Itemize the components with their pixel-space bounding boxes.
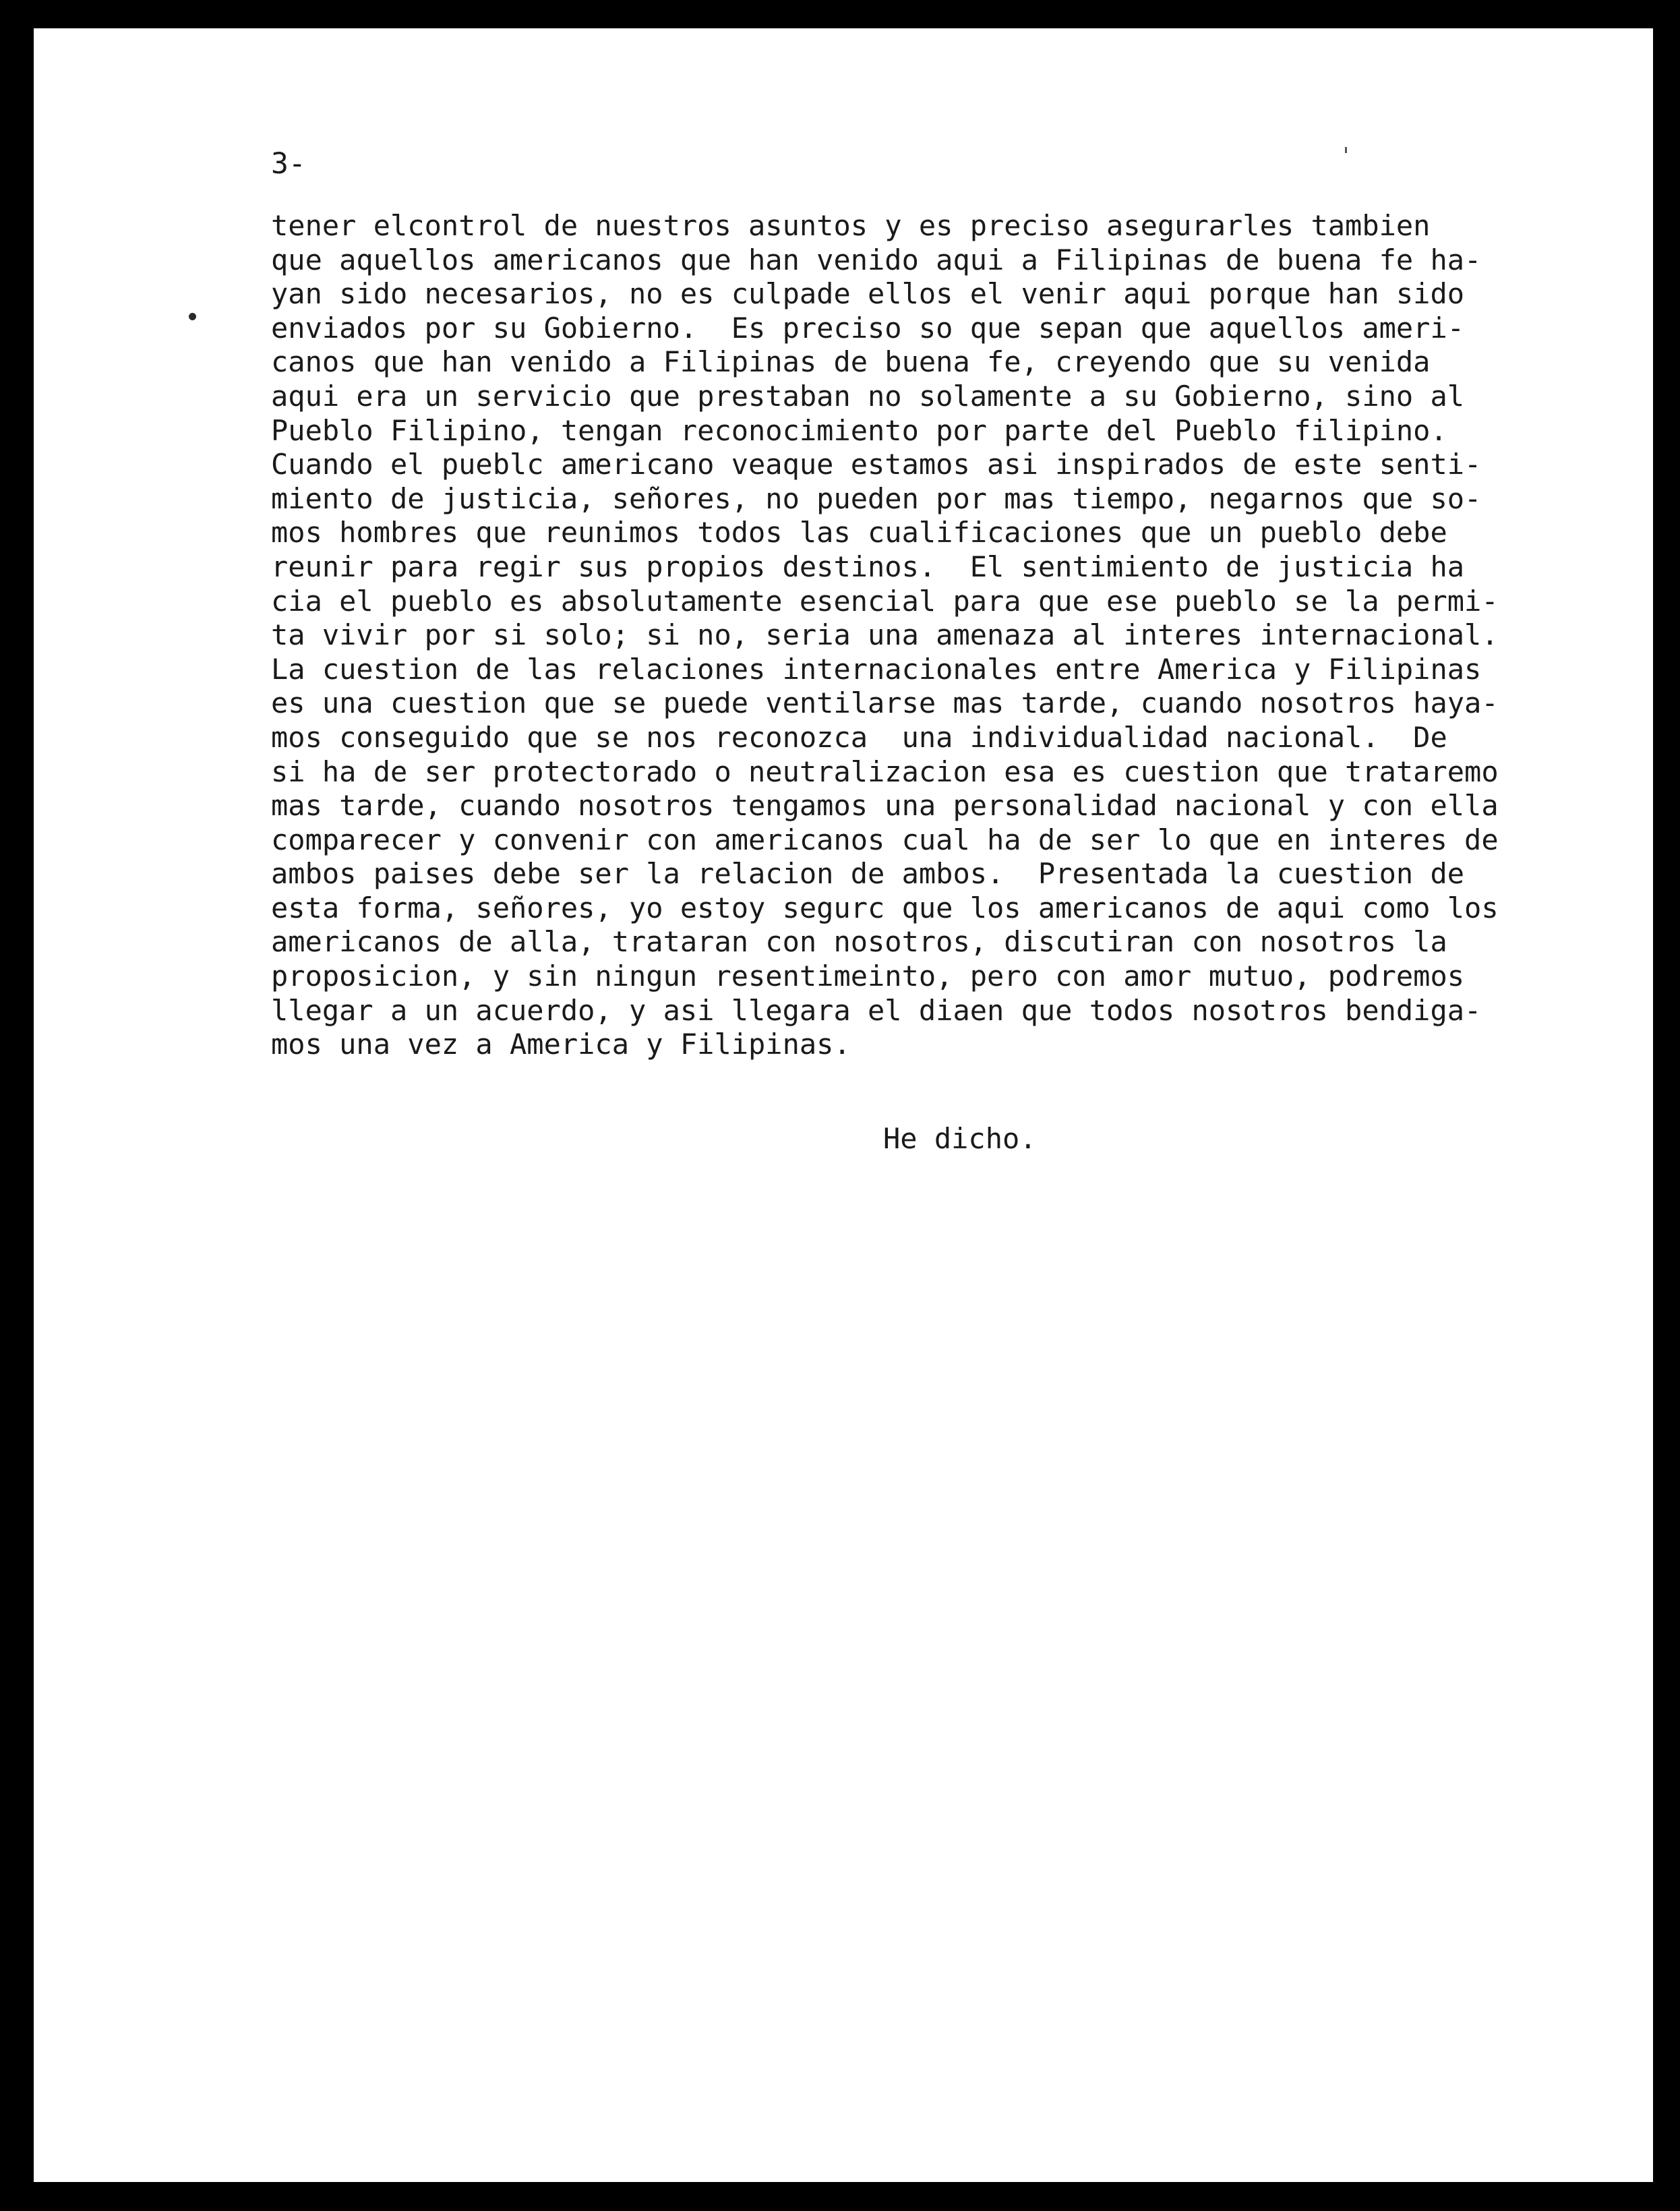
text-line: reunir para regir sus propios destinos. El sentimiento de justicia ha — [271, 550, 1465, 583]
text-line: si ha de ser protectorado o neutralizacion esa es cuestion que trataremo — [271, 755, 1499, 788]
text-line: es una cuestion que se puede ventilarse mas tarde, cuando nosotros haya- — [271, 686, 1499, 720]
document-page — [34, 28, 1653, 2182]
text-line: que aquellos americanos que han venido aqui a Filipinas de buena fe ha- — [271, 243, 1482, 276]
text-line: mos una vez a America y Filipinas. — [271, 1028, 851, 1061]
text-line: aqui era un servicio que prestaban no solamente a su Gobierno, sino al — [271, 379, 1465, 413]
stray-tick-mark — [1345, 147, 1347, 153]
text-line: mos hombres que reunimos todos las cualificaciones que un pueblo debe — [271, 516, 1447, 550]
text-line: canos que han venido a Filipinas de buena fe, creyendo que su venida — [271, 345, 1431, 379]
text-line: cia el pueblo es absolutamente esencial para que ese pueblo se la permi- — [271, 584, 1499, 618]
text-line: enviados por su Gobierno. Es preciso so que sepan que aquellos ameri- — [271, 311, 1465, 345]
closing-signoff: He dicho. — [883, 1122, 1037, 1155]
text-line: La cuestion de las relaciones internacionales entre America y Filipinas — [271, 652, 1482, 686]
page-number: 3- — [271, 147, 306, 181]
text-line: Cuando el pueblc americano veaque estamos asi inspirados de este senti- — [271, 448, 1482, 481]
margin-dot-mark — [189, 313, 196, 320]
text-line: esta forma, señores, yo estoy segurc que los americanos de aqui como los — [271, 891, 1499, 924]
text-line: ambos paises debe ser la relacion de ambos. Presentada la cuestion de — [271, 857, 1465, 891]
text-line: americanos de alla, trataran con nosotros, discutiran con nosotros la — [271, 925, 1447, 959]
text-line: llegar a un acuerdo, y asi llegara el diaen que todos nosotros bendiga- — [271, 993, 1482, 1027]
text-line: Pueblo Filipino, tengan reconocimiento por parte del Pueblo filipino. — [271, 413, 1447, 447]
text-line: mos conseguido que se nos reconozca una individualidad nacional. De — [271, 720, 1447, 754]
text-line: mas tarde, cuando nosotros tengamos una personalidad nacional y con ella — [271, 789, 1499, 823]
body-paragraph — [271, 209, 1552, 1062]
text-line: miento de justicia, señores, no pueden por mas tiempo, negarnos que so- — [271, 481, 1482, 515]
text-line: ta vivir por si solo; si no, seria una amenaza al interes internacional. — [271, 618, 1499, 652]
text-line: proposicion, y sin ningun resentimeinto, pero con amor mutuo, podremos — [271, 960, 1465, 993]
text-line: comparecer y convenir con americanos cual ha de ser lo que en interes de — [271, 823, 1499, 856]
text-line: yan sido necesarios, no es culpade ellos el venir aqui porque han sido — [271, 277, 1465, 311]
text-line: tener elcontrol de nuestros asuntos y es preciso asegurarles tambien — [271, 209, 1431, 242]
